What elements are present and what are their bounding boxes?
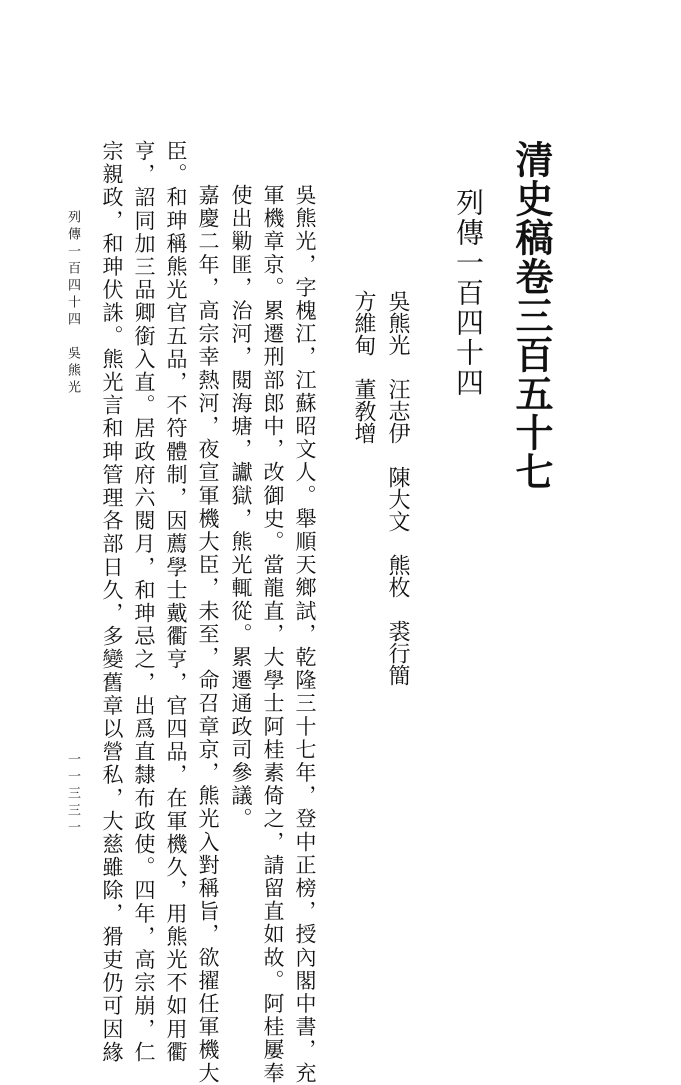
text-column-2: 軍機章京。累遷刑部郎中，改御史。當龍直，大學士阿桂素倚之，請留直如故。阿桂屢奉 — [261, 184, 285, 1085]
text-column-6: 亨，詔同加三品卿銜入直。居政府六閱月，和珅忌之，出爲直隸布政使。四年，高宗崩，仁 — [132, 140, 156, 1064]
page-number: 一一三三一 — [65, 752, 80, 837]
text-column-4: 嘉慶二年，高宗幸熱河，夜宣軍機大臣，未至，命召章京，熊光入對稱旨，欲擢任軍機大 — [196, 184, 220, 1085]
chapter-subtitle: 列傳一百四十四 — [452, 188, 485, 398]
biography-names-line-1: 吳熊光 汪志伊 陳大文 熊枚 裘行簡 — [385, 290, 410, 686]
text-column-7: 宗親政，和珅伏誅。熊光言和珅管理各部日久，多變舊章以營私，大慈雖除，猾吏仍可因緣 — [100, 140, 124, 1064]
text-column-3: 使出勦匪，治河，閱海塘，讞獄，熊光輒從。累遷通政司參議。 — [229, 184, 253, 831]
running-head: 列傳一百四十四 吳熊光 — [65, 210, 80, 397]
biography-names-line-2: 方維甸 董敎增 — [351, 290, 376, 444]
text-column-5: 臣。和珅稱熊光官五品，不符體制，因薦學士戴衢亨，官四品，在軍機久，用熊光不如用衢 — [164, 140, 188, 1064]
text-column-1: 吳熊光，字槐江，江蘇昭文人。舉順天鄉試，乾隆三十七年，登中正榜，授內閣中書，充 — [293, 184, 317, 1085]
chapter-title: 清史稿卷三百五十七 — [509, 140, 554, 491]
